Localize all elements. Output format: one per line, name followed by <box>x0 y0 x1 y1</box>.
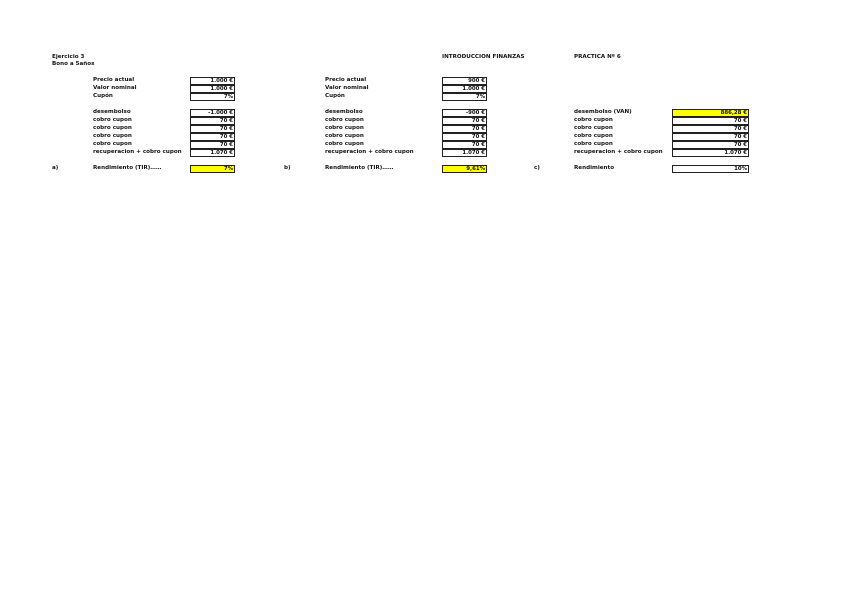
a-flow-cell[interactable]: 70 € <box>190 141 235 149</box>
a-flow-label: cobro cupon <box>93 117 132 123</box>
b-flow-label: desembolso <box>325 109 363 115</box>
a-flow-label: cobro cupon <box>93 133 132 139</box>
b-nominal-label: Valor nominal <box>325 85 369 91</box>
c-result-cell[interactable]: 10% <box>672 165 749 173</box>
b-price-label: Precio actual <box>325 77 367 83</box>
b-flow-cell[interactable]: 70 € <box>442 117 487 125</box>
c-flow-label: recuperacion + cobro cupon <box>574 149 663 155</box>
exercise-subtitle: Bono a 5años <box>52 61 95 67</box>
b-param-labels <box>325 77 369 101</box>
c-flow-label: desembolso (VAN) <box>574 109 632 115</box>
a-coupon-cell[interactable]: 7% <box>190 93 235 101</box>
a-flow-cell[interactable]: 1.070 € <box>190 149 235 157</box>
a-flow-label: desembolso <box>93 109 131 115</box>
b-flow-label: recuperacion + cobro cupon <box>325 149 414 155</box>
a-nominal-label: Valor nominal <box>93 85 137 91</box>
c-flow-labels <box>574 109 663 157</box>
b-price-cell[interactable]: 900 € <box>442 77 487 85</box>
c-flow-label: cobro cupon <box>574 125 613 131</box>
a-price-cell[interactable]: 1.000 € <box>190 77 235 85</box>
a-flow-cell[interactable]: 70 € <box>190 133 235 141</box>
c-result-label: Rendimiento <box>574 165 615 171</box>
c-marker: c) <box>534 165 540 171</box>
b-flow-cell[interactable]: 70 € <box>442 141 487 149</box>
a-flow-label: cobro cupon <box>93 141 132 147</box>
a-flow-cell[interactable]: 70 € <box>190 117 235 125</box>
c-flow-cell[interactable]: 70 € <box>672 117 749 125</box>
b-marker: b) <box>284 165 291 171</box>
c-flow-cell[interactable]: 70 € <box>672 133 749 141</box>
practice-title: PRACTICA Nº 6 <box>574 54 621 60</box>
c-flow-cell[interactable]: 70 € <box>672 125 749 133</box>
c-flow-label: cobro cupon <box>574 133 613 139</box>
b-flow-label: cobro cupon <box>325 141 364 147</box>
b-flow-label: cobro cupon <box>325 117 364 123</box>
a-flow-cell[interactable]: -1.000 € <box>190 109 235 117</box>
b-flow-cell[interactable]: 70 € <box>442 125 487 133</box>
a-flow-label: cobro cupon <box>93 125 132 131</box>
b-flow-cell[interactable]: 1.070 € <box>442 149 487 157</box>
c-flow-cell[interactable]: 886,28 € <box>672 109 749 117</box>
b-flow-cell[interactable]: -900 € <box>442 109 487 117</box>
c-flow-label: cobro cupon <box>574 117 613 123</box>
b-nominal-cell[interactable]: 1.000 € <box>442 85 487 93</box>
b-coupon-cell[interactable]: 7% <box>442 93 487 101</box>
c-flow-label: cobro cupon <box>574 141 613 147</box>
c-flow-cell[interactable]: 70 € <box>672 141 749 149</box>
a-result-cell[interactable]: 7% <box>190 165 235 173</box>
exercise-title: Ejercicio 3 <box>52 54 85 60</box>
a-flow-labels <box>93 109 182 157</box>
a-result-label: Rendimiento (TIR)…… <box>93 165 162 171</box>
b-flow-labels <box>325 109 414 157</box>
a-coupon-label: Cupón <box>93 93 113 99</box>
b-result-label: Rendimiento (TIR)…… <box>325 165 394 171</box>
c-flow-cell[interactable]: 1.070 € <box>672 149 749 157</box>
a-flow-label: recuperacion + cobro cupon <box>93 149 182 155</box>
course-title: INTRODUCCION FINANZAS <box>442 54 525 60</box>
b-flow-cell[interactable]: 70 € <box>442 133 487 141</box>
a-price-label: Precio actual <box>93 77 135 83</box>
a-flow-cell[interactable]: 70 € <box>190 125 235 133</box>
b-flow-label: cobro cupon <box>325 133 364 139</box>
a-nominal-cell[interactable]: 1.000 € <box>190 85 235 93</box>
a-marker: a) <box>52 165 59 171</box>
b-result-cell[interactable]: 9,61% <box>442 165 487 173</box>
b-flow-label: cobro cupon <box>325 125 364 131</box>
a-param-labels <box>93 77 137 101</box>
b-coupon-label: Cupón <box>325 93 345 99</box>
